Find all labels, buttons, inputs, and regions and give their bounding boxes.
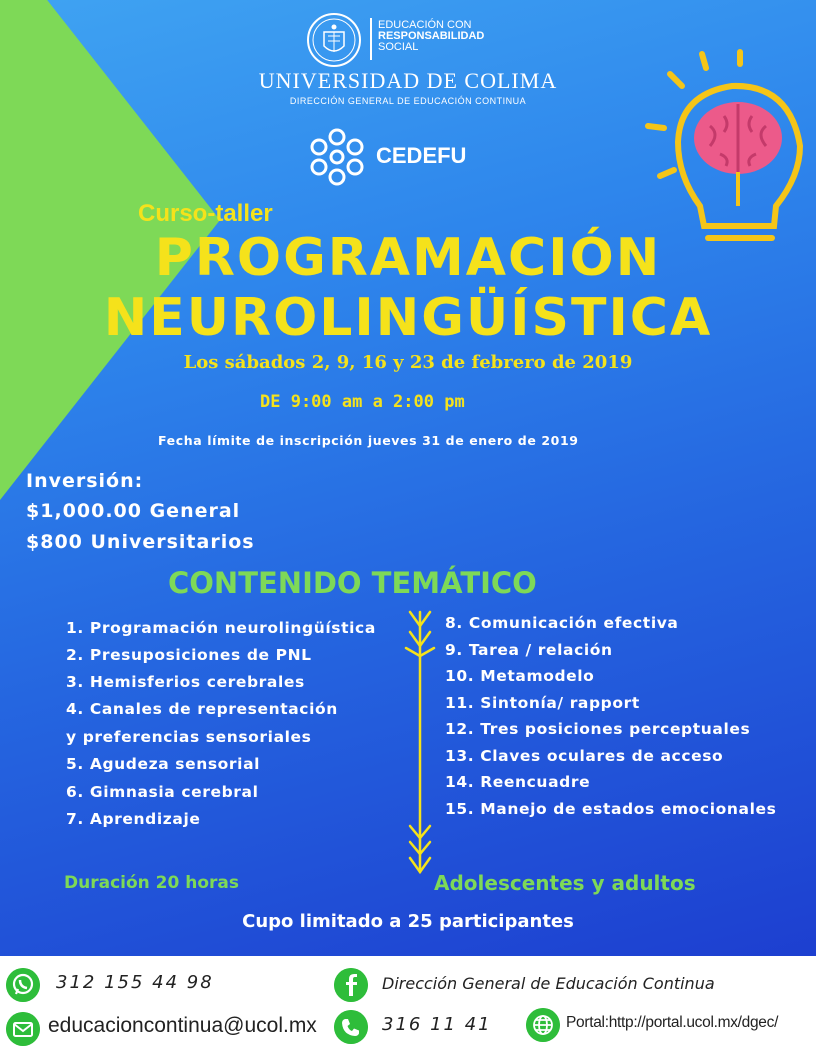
whatsapp-icon [6, 968, 40, 1002]
logo-tagline [378, 20, 484, 53]
globe-icon [526, 1008, 560, 1042]
topic-item: 6. Gimnasia cerebral [66, 783, 259, 801]
lightbulb-brain-icon [640, 46, 816, 246]
department-name: DIRECCIÓN GENERAL DE EDUCACIÓN CONTINUA [289, 96, 527, 106]
registration-deadline: Fecha límite de inscripción jueves 31 de enero de 2019 [158, 433, 579, 448]
university-seal-logo [306, 12, 362, 68]
investment-label: Inversión: [26, 470, 144, 492]
topic-item: 8. Comunicación efectiva [445, 614, 679, 632]
topic-item: 3. Hemisferios cerebrales [66, 673, 305, 691]
whatsapp-number: 312 155 44 98 [56, 972, 214, 993]
phone-number: 316 11 41 [382, 1014, 492, 1035]
facebook-icon [334, 968, 368, 1002]
university-name: UNIVERSIDAD DE COLIMA [258, 68, 558, 93]
cedefu-label: CEDEFU [376, 143, 467, 168]
content-title: CONTENIDO TEMÁTICO [168, 566, 537, 600]
cedefu-flower-logo [305, 126, 369, 188]
topic-item: 9. Tarea / relación [445, 641, 613, 659]
course-type: Curso-taller [138, 200, 273, 227]
topic-item: y preferencias sensoriales [66, 728, 312, 746]
investment-university-price: $800 Universitarios [26, 531, 255, 553]
topic-item: 11. Sintonía/ rapport [445, 694, 640, 712]
topic-item: 14. Reencuadre [445, 773, 591, 791]
tagline-line-1: EDUCACIÓN CON [378, 19, 472, 31]
arrow-divider-decoration [400, 610, 440, 880]
topic-item: 5. Agudeza sensorial [66, 755, 261, 773]
contact-footer [0, 956, 816, 1056]
target-audience: Adolescentes y adultos [434, 871, 696, 895]
portal-link[interactable]: Portal:http://portal.ucol.mx/dgec/ [566, 1014, 779, 1031]
facebook-page: Dirección General de Educación Continua [382, 974, 715, 993]
investment-general-price: $1,000.00 General [26, 500, 241, 522]
tagline-line-3: SOCIAL [378, 41, 419, 53]
topic-item: 4. Canales de representación [66, 700, 338, 718]
topic-item: 1. Programación neurolingüística [66, 619, 376, 637]
topic-item: 7. Aprendizaje [66, 810, 201, 828]
course-dates: Los sábados 2, 9, 16 y 23 de febrero de 2019 [183, 352, 633, 373]
phone-icon [334, 1010, 368, 1044]
course-duration: Duración 20 horas [64, 873, 240, 893]
topic-item: 2. Presuposiciones de PNL [66, 646, 312, 664]
tagline-line-2: RESPONSABILIDAD [378, 30, 485, 42]
capacity-notice: Cupo limitado a 25 participantes [242, 911, 574, 932]
topic-item: 13. Claves oculares de acceso [445, 747, 724, 765]
topic-item: 10. Metamodelo [445, 667, 595, 685]
topic-item: 15. Manejo de estados emocionales [445, 800, 777, 818]
course-hours: DE 9:00 am a 2:00 pm [260, 392, 465, 412]
course-title-line-2: NEUROLINGÜÍSTICA [103, 288, 713, 348]
topic-item: 12. Tres posiciones perceptuales [445, 720, 751, 738]
email-icon [6, 1012, 40, 1046]
logo-divider [370, 18, 372, 60]
email-address[interactable]: educacioncontinua@ucol.mx [48, 1014, 317, 1037]
course-title-line-1: PROGRAMACIÓN [154, 228, 662, 288]
